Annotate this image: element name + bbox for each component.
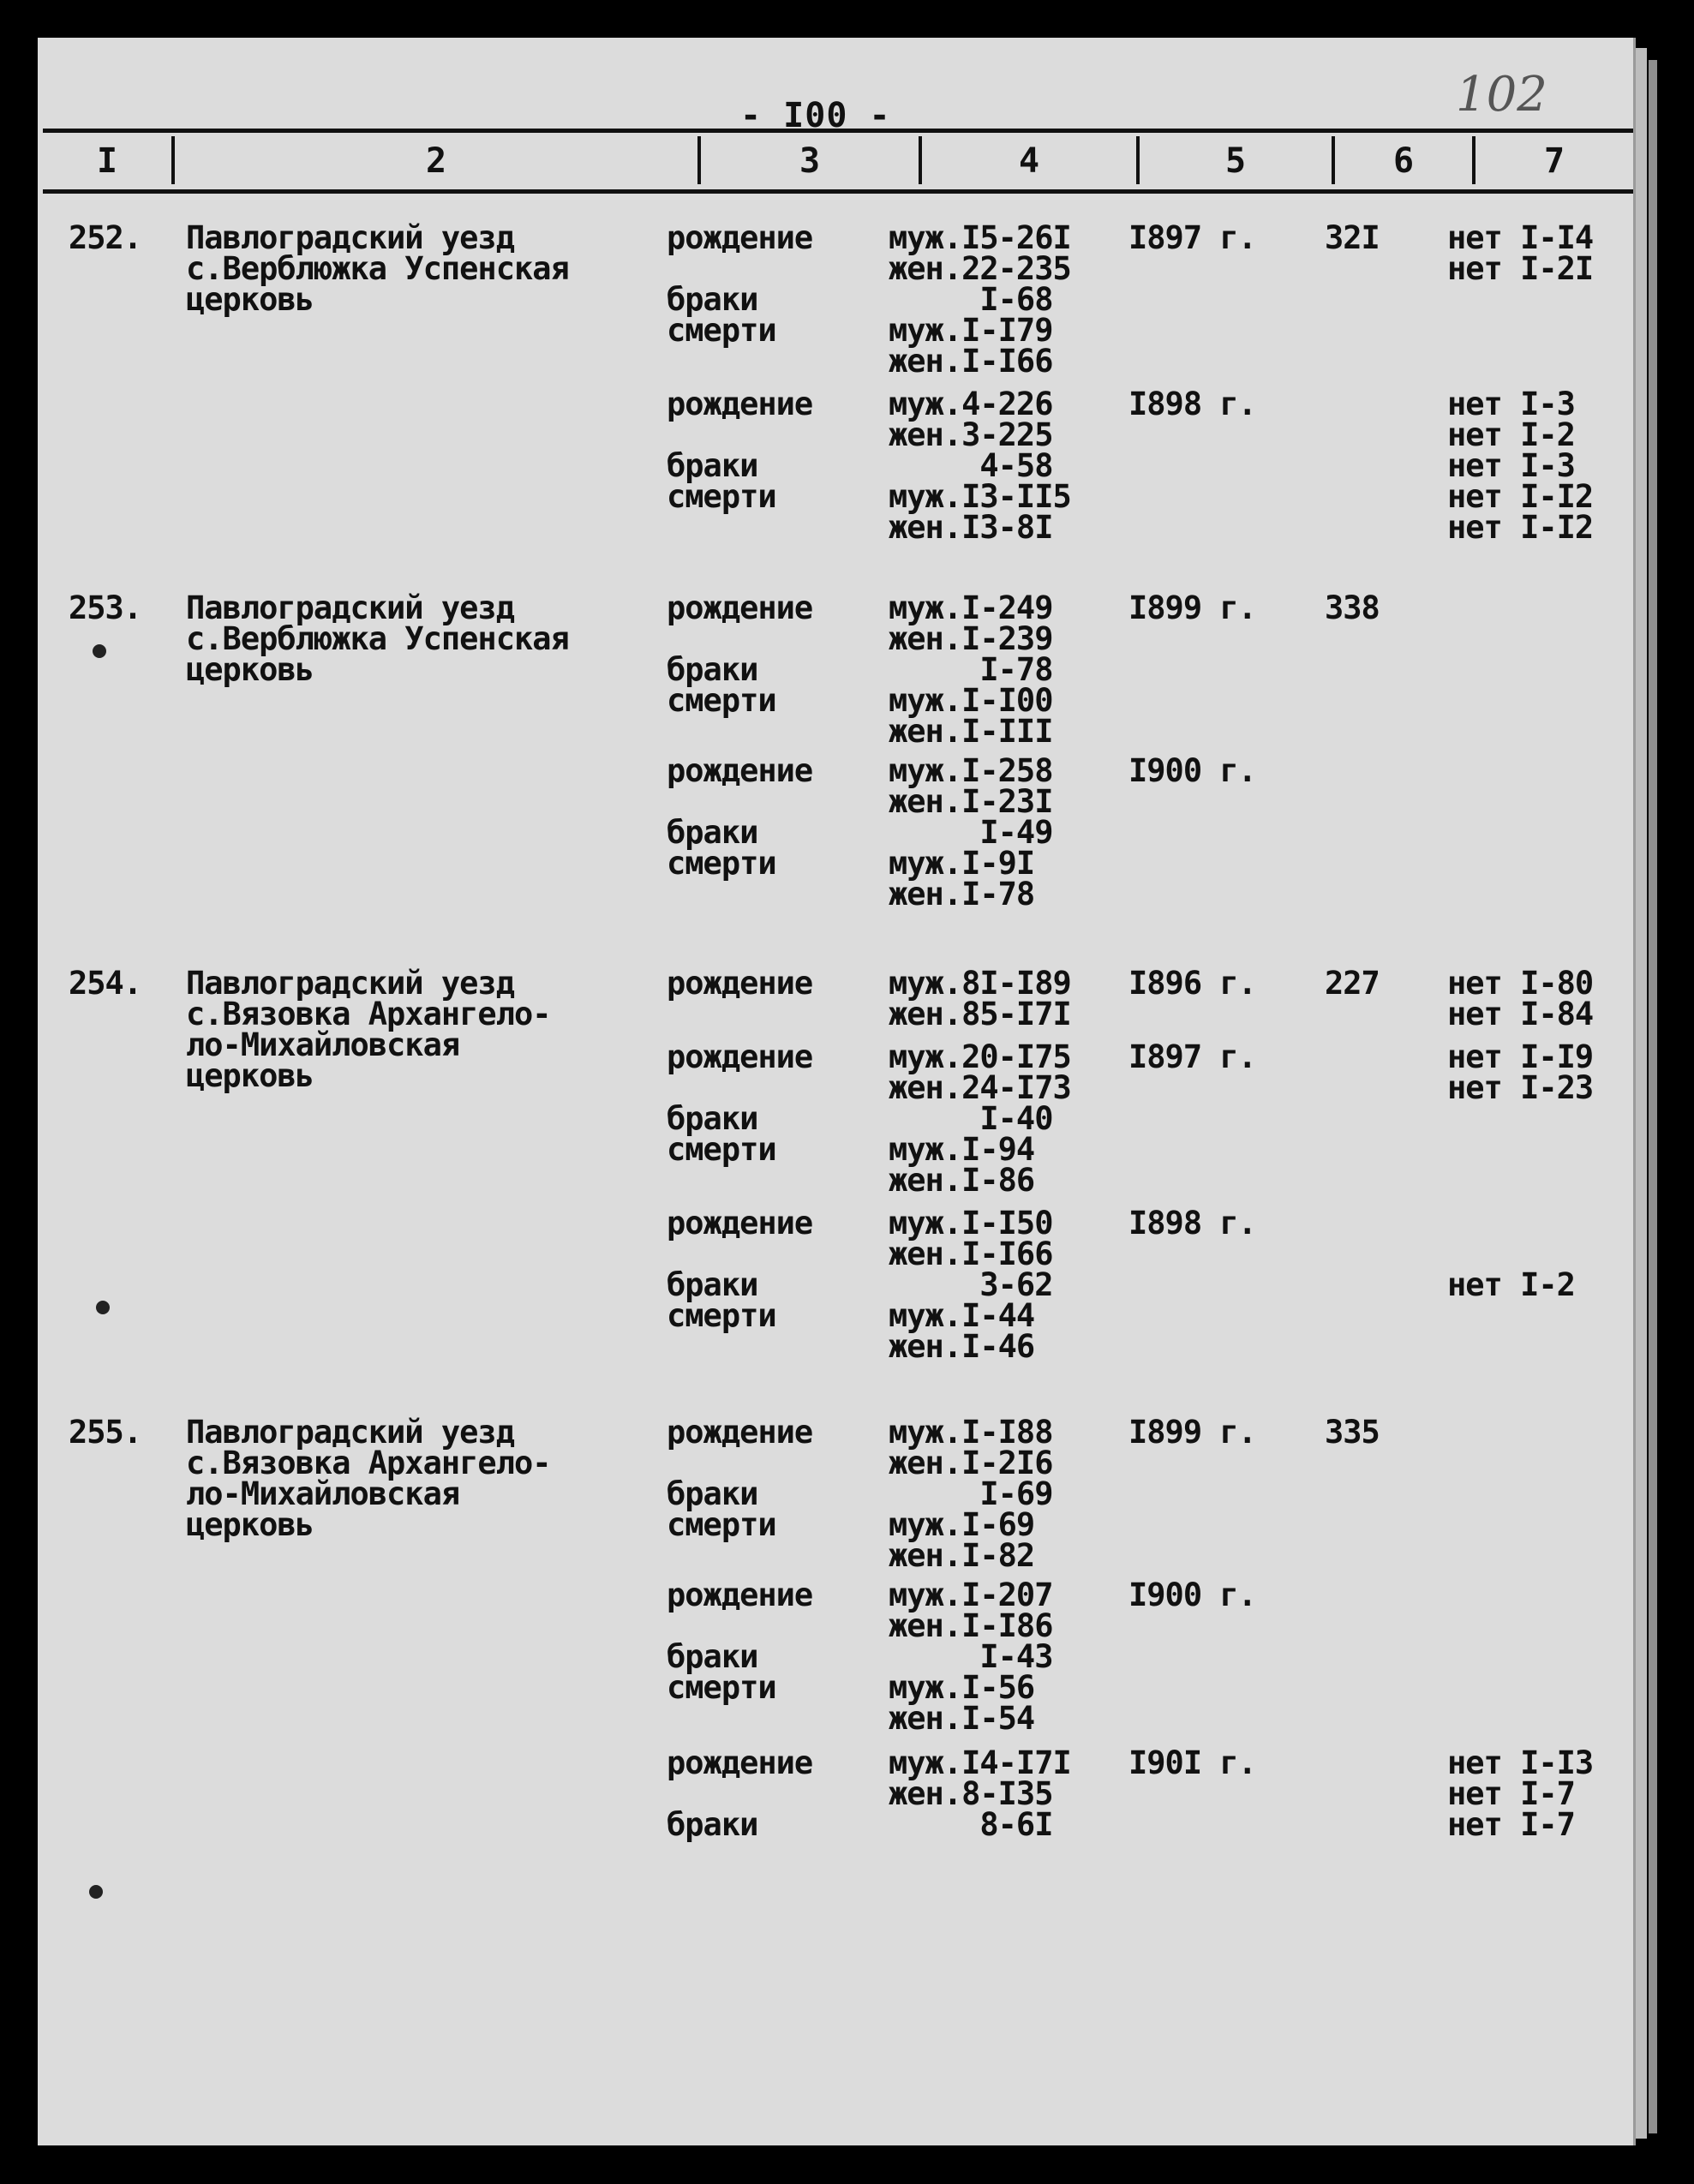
entry-number: 253.: [69, 589, 142, 626]
record-year: I897 г.: [1128, 1038, 1256, 1075]
entry-number: 254.: [69, 965, 142, 1002]
record-missing: нет I-3 нет I-2 нет I-3 нет I-I2 нет I-I2: [1447, 386, 1594, 546]
entry-location: Павлоградский уезд с.Верблюжка Успенская церковь: [186, 219, 569, 318]
record-ranges: муж.I-207 жен.I-I86 I-43 муж.I-56 жен.I-54: [889, 1577, 1053, 1737]
entry-location: Павлоградский уезд с.Вязовка Архангело- ло-Михайловская церковь: [186, 965, 551, 1094]
record-year: I90I г.: [1128, 1744, 1256, 1781]
record-types: рождение: [667, 965, 813, 1002]
header-col-1: I: [96, 141, 118, 181]
entry-location: Павлоградский уезд с.Верблюжка Успенская церковь: [186, 589, 569, 688]
entry-number: 252.: [69, 219, 142, 256]
record-ranges: муж.20-I75 жен.24-I73 I-40 муж.I-94 жен.I-86: [889, 1038, 1071, 1199]
record-missing: нет I-I4 нет I-2I: [1447, 219, 1594, 287]
record-types: рождение браки смерти: [667, 1414, 813, 1543]
record-ranges: муж.I4-I7I жен.8-I35 8-6I: [889, 1744, 1071, 1843]
ink-spot: [89, 1885, 103, 1899]
record-types: рождение браки смерти: [667, 386, 813, 515]
document-page: [38, 38, 1636, 2145]
record-ranges: муж.I-I88 жен.I-2I6 I-69 муж.I-69 жен.I-82: [889, 1414, 1053, 1574]
header-col-4: 4: [1018, 141, 1040, 181]
paper-edge-shadow: [1649, 60, 1657, 2133]
record-year: I900 г.: [1128, 752, 1256, 789]
header-col-7: 7: [1543, 141, 1565, 181]
header-col-6: 6: [1392, 141, 1415, 181]
record-count: 227: [1325, 965, 1380, 1002]
record-missing: нет I-80 нет I-84: [1447, 965, 1594, 1032]
record-ranges: муж.I-258 жен.I-23I I-49 муж.I-9I жен.I-78: [889, 752, 1053, 912]
entry-location: Павлоградский уезд с.Вязовка Архангело- ло-Михайловская церковь: [186, 1414, 551, 1543]
record-year: I898 г.: [1128, 386, 1256, 422]
record-types: рождение браки смерти: [667, 1038, 813, 1168]
record-types: рождение браки смерти: [667, 1205, 813, 1334]
archive-page-number: 102: [1456, 67, 1547, 123]
record-year: I896 г.: [1128, 965, 1256, 1002]
record-year: I898 г.: [1128, 1205, 1256, 1242]
header-col-2: 2: [425, 141, 447, 181]
record-year: I900 г.: [1128, 1577, 1256, 1613]
record-count: 32I: [1325, 219, 1380, 256]
header-col-5: 5: [1224, 141, 1247, 181]
record-ranges: муж.I5-26I жен.22-235 I-68 муж.I-I79 жен.I-I66: [889, 219, 1071, 380]
record-ranges: муж.4-226 жен.3-225 4-58 муж.I3-II5 жен.I3-8I: [889, 386, 1071, 546]
record-types: рождение браки смерти: [667, 219, 813, 349]
record-missing: нет I-I3 нет I-7 нет I-7: [1447, 1744, 1594, 1843]
record-count: 335: [1325, 1414, 1380, 1451]
header-col-3: 3: [799, 141, 821, 181]
record-types: рождение браки смерти: [667, 752, 813, 882]
ink-spot: [96, 1301, 110, 1314]
table-header: [43, 129, 1633, 194]
record-types: рождение браки смерти: [667, 589, 813, 719]
record-missing: нет I-I9 нет I-23: [1447, 1038, 1594, 1106]
record-ranges: муж.8I-I89 жен.85-I7I: [889, 965, 1071, 1032]
page-number: - I00 -: [740, 96, 891, 135]
paper-edge: [1635, 48, 1647, 2139]
record-year: I899 г.: [1128, 589, 1256, 626]
ink-spot: [93, 644, 106, 658]
record-ranges: муж.I-I50 жен.I-I66 3-62 муж.I-44 жен.I-46: [889, 1205, 1053, 1365]
record-missing: нет I-2: [1447, 1266, 1575, 1303]
record-count: 338: [1325, 589, 1380, 626]
record-types: рождение браки смерти: [667, 1577, 813, 1706]
record-year: I897 г.: [1128, 219, 1256, 256]
record-types: рождение браки: [667, 1744, 813, 1843]
entry-number: 255.: [69, 1414, 142, 1451]
record-year: I899 г.: [1128, 1414, 1256, 1451]
record-ranges: муж.I-249 жен.I-239 I-78 муж.I-I00 жен.I-III: [889, 589, 1053, 750]
